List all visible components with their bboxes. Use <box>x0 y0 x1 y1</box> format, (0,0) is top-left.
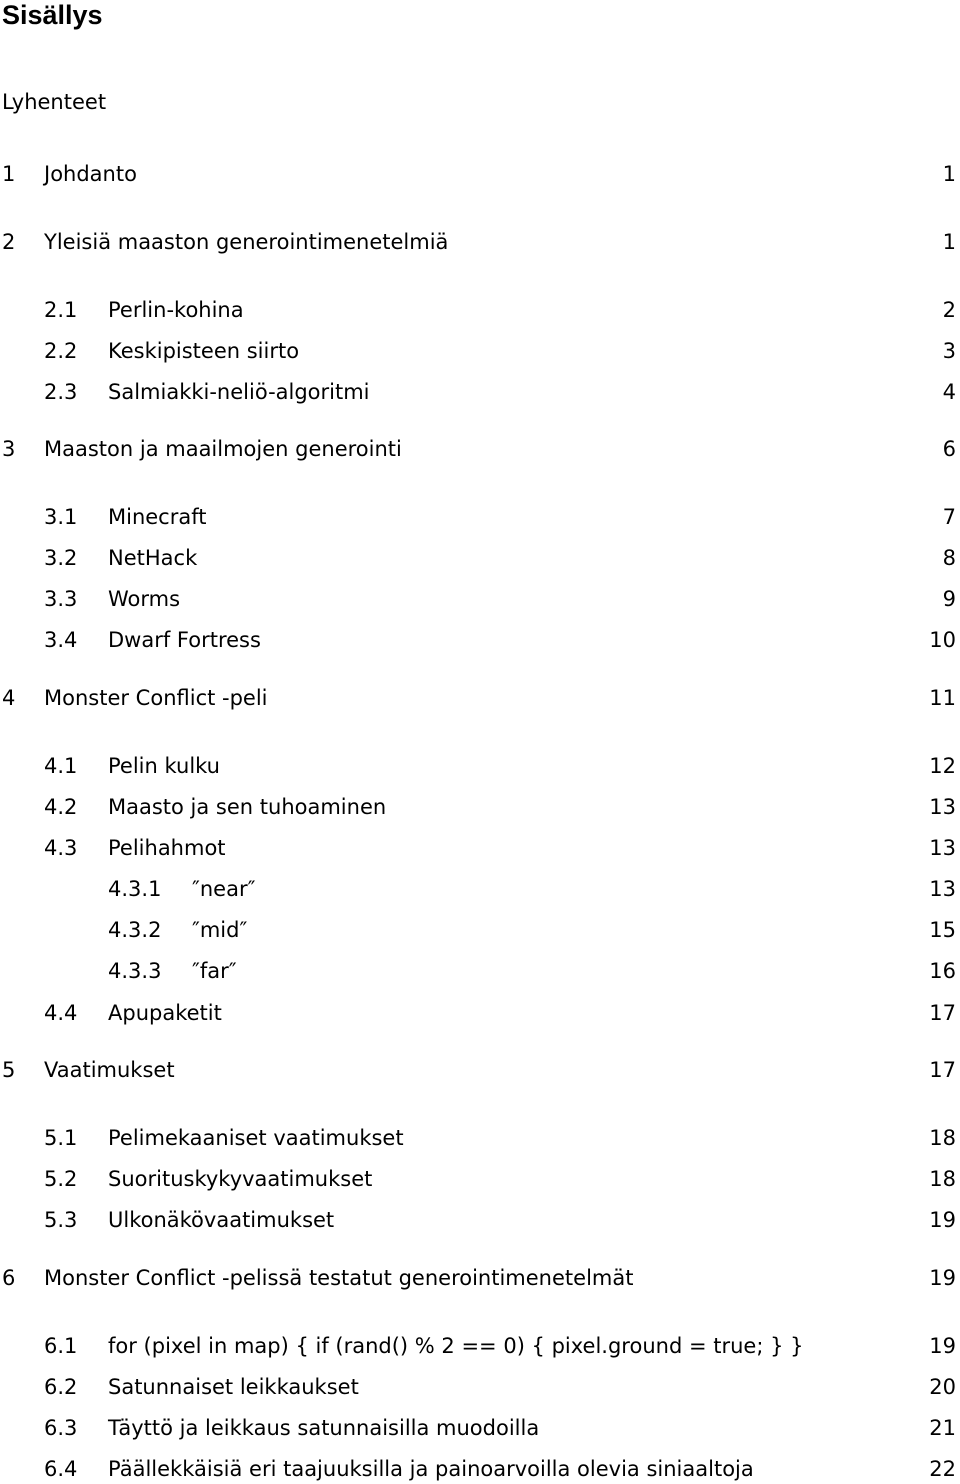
toc-entry[interactable] <box>0 502 960 532</box>
entry-number: 3.3 <box>44 587 78 611</box>
entry-page: 16 <box>929 959 956 983</box>
toc-entry[interactable] <box>0 792 960 822</box>
entry-number: 4.3.3 <box>108 959 162 983</box>
entry-number: 4.3.2 <box>108 918 162 942</box>
entry-page: 3 <box>942 339 956 363</box>
entry-number: 6.1 <box>44 1334 78 1358</box>
entry-page: 15 <box>929 918 956 942</box>
entry-page: 19 <box>929 1266 956 1290</box>
entry-page: 7 <box>942 505 956 529</box>
entry-title: Pelihahmot <box>108 836 226 860</box>
entry-page: 1 <box>942 162 956 186</box>
toc-entry[interactable] <box>0 683 960 713</box>
entry-page: 12 <box>929 754 956 778</box>
entry-page: 21 <box>929 1416 956 1440</box>
entry-number: 2.3 <box>44 380 78 404</box>
entry-title: Perlin-kohina <box>108 298 244 322</box>
toc-entry-abbreviations[interactable]: Lyhenteet <box>2 90 107 114</box>
entry-number: 3.4 <box>44 628 78 652</box>
entry-title: Päällekkäisiä eri taajuuksilla ja painoarvoilla olevia siniaaltoja <box>108 1457 754 1481</box>
toc-entry[interactable] <box>0 227 960 257</box>
entry-title: ″far″ <box>192 959 237 983</box>
entry-page: 9 <box>942 587 956 611</box>
entry-number: 4.3.1 <box>108 877 162 901</box>
entry-number: 5 <box>2 1058 16 1082</box>
entry-title: Keskipisteen siirto <box>108 339 300 363</box>
entry-page: 1 <box>942 230 956 254</box>
entry-page: 10 <box>929 628 956 652</box>
entry-title: Minecraft <box>108 505 207 529</box>
entry-title: Satunnaiset leikkaukset <box>108 1375 359 1399</box>
entry-number: 5.1 <box>44 1126 78 1150</box>
entry-title: Suorituskykyvaatimukset <box>108 1167 373 1191</box>
toc-entry[interactable] <box>0 1055 960 1085</box>
entry-page: 19 <box>929 1334 956 1358</box>
entry-title: for (pixel in map) { if (rand() % 2 == 0) { pixel.ground = true; } } <box>108 1334 804 1358</box>
toc-entry[interactable] <box>0 1372 960 1402</box>
toc-entry[interactable] <box>0 1413 960 1443</box>
entry-page: 20 <box>929 1375 956 1399</box>
entry-title: Täyttö ja leikkaus satunnaisilla muodoilla <box>108 1416 540 1440</box>
entry-page: 17 <box>929 1058 956 1082</box>
entry-number: 3.1 <box>44 505 78 529</box>
entry-page: 17 <box>929 1001 956 1025</box>
entry-title: Pelimekaaniset vaatimukset <box>108 1126 404 1150</box>
toc-entry[interactable] <box>0 874 960 904</box>
entry-title: ″near″ <box>192 877 256 901</box>
entry-title: Ulkonäkövaatimukset <box>108 1208 335 1232</box>
entry-page: 19 <box>929 1208 956 1232</box>
entry-title: ″mid″ <box>192 918 248 942</box>
toc-entry[interactable] <box>0 1263 960 1293</box>
entry-page: 13 <box>929 795 956 819</box>
entry-number: 2.2 <box>44 339 78 363</box>
entry-title: Salmiakki-neliö-algoritmi <box>108 380 370 404</box>
entry-number: 4.2 <box>44 795 78 819</box>
toc-entry[interactable] <box>0 1205 960 1235</box>
entry-page: 13 <box>929 877 956 901</box>
entry-page: 6 <box>942 437 956 461</box>
entry-number: 4 <box>2 686 16 710</box>
entry-title: Apupaketit <box>108 1001 222 1025</box>
entry-number: 4.4 <box>44 1001 78 1025</box>
toc-entry[interactable] <box>0 295 960 325</box>
entry-number: 3.2 <box>44 546 78 570</box>
entry-number: 4.3 <box>44 836 78 860</box>
toc-entry[interactable] <box>0 377 960 407</box>
entry-number: 6 <box>2 1266 16 1290</box>
toc-entry[interactable] <box>0 915 960 945</box>
entry-number: 2.1 <box>44 298 78 322</box>
entry-number: 6.2 <box>44 1375 78 1399</box>
toc-entry[interactable] <box>0 1331 960 1361</box>
entry-page: 18 <box>929 1167 956 1191</box>
entry-number: 2 <box>2 230 16 254</box>
entry-page: 2 <box>942 298 956 322</box>
toc-entry[interactable] <box>0 1164 960 1194</box>
entry-title: Johdanto <box>44 162 137 186</box>
toc-entry[interactable] <box>0 625 960 655</box>
toc-entry[interactable] <box>0 833 960 863</box>
entry-title: Vaatimukset <box>44 1058 175 1082</box>
toc-entry[interactable] <box>0 434 960 464</box>
entry-page: 22 <box>929 1457 956 1481</box>
entry-title: Maasto ja sen tuhoaminen <box>108 795 387 819</box>
toc-entry[interactable] <box>0 1123 960 1153</box>
entry-title: Maaston ja maailmojen generointi <box>44 437 402 461</box>
entry-title: Pelin kulku <box>108 754 220 778</box>
entry-title: Dwarf Fortress <box>108 628 261 652</box>
entry-number: 3 <box>2 437 16 461</box>
entry-title: NetHack <box>108 546 198 570</box>
entry-title: Worms <box>108 587 181 611</box>
toc-entry[interactable] <box>0 956 960 986</box>
toc-heading: Sisällys <box>2 0 103 30</box>
entry-number: 1 <box>2 162 16 186</box>
entry-number: 6.4 <box>44 1457 78 1481</box>
entry-page: 8 <box>942 546 956 570</box>
toc-entry[interactable] <box>0 1454 960 1484</box>
entry-number: 5.2 <box>44 1167 78 1191</box>
toc-entry[interactable] <box>0 336 960 366</box>
toc-entry[interactable] <box>0 159 960 189</box>
entry-title: Monster Conflict -peli <box>44 686 268 710</box>
entry-title: Yleisiä maaston generointimenetelmiä <box>44 230 449 254</box>
entry-title: Monster Conflict -pelissä testatut generointimenetelmät <box>44 1266 634 1290</box>
entry-number: 4.1 <box>44 754 78 778</box>
toc-entry[interactable] <box>0 543 960 573</box>
toc-entry[interactable] <box>0 998 960 1028</box>
entry-page: 11 <box>929 686 956 710</box>
toc-entry[interactable] <box>0 584 960 614</box>
entry-page: 4 <box>942 380 956 404</box>
toc-entry[interactable] <box>0 751 960 781</box>
entry-number: 6.3 <box>44 1416 78 1440</box>
entry-number: 5.3 <box>44 1208 78 1232</box>
entry-page: 13 <box>929 836 956 860</box>
entry-page: 18 <box>929 1126 956 1150</box>
